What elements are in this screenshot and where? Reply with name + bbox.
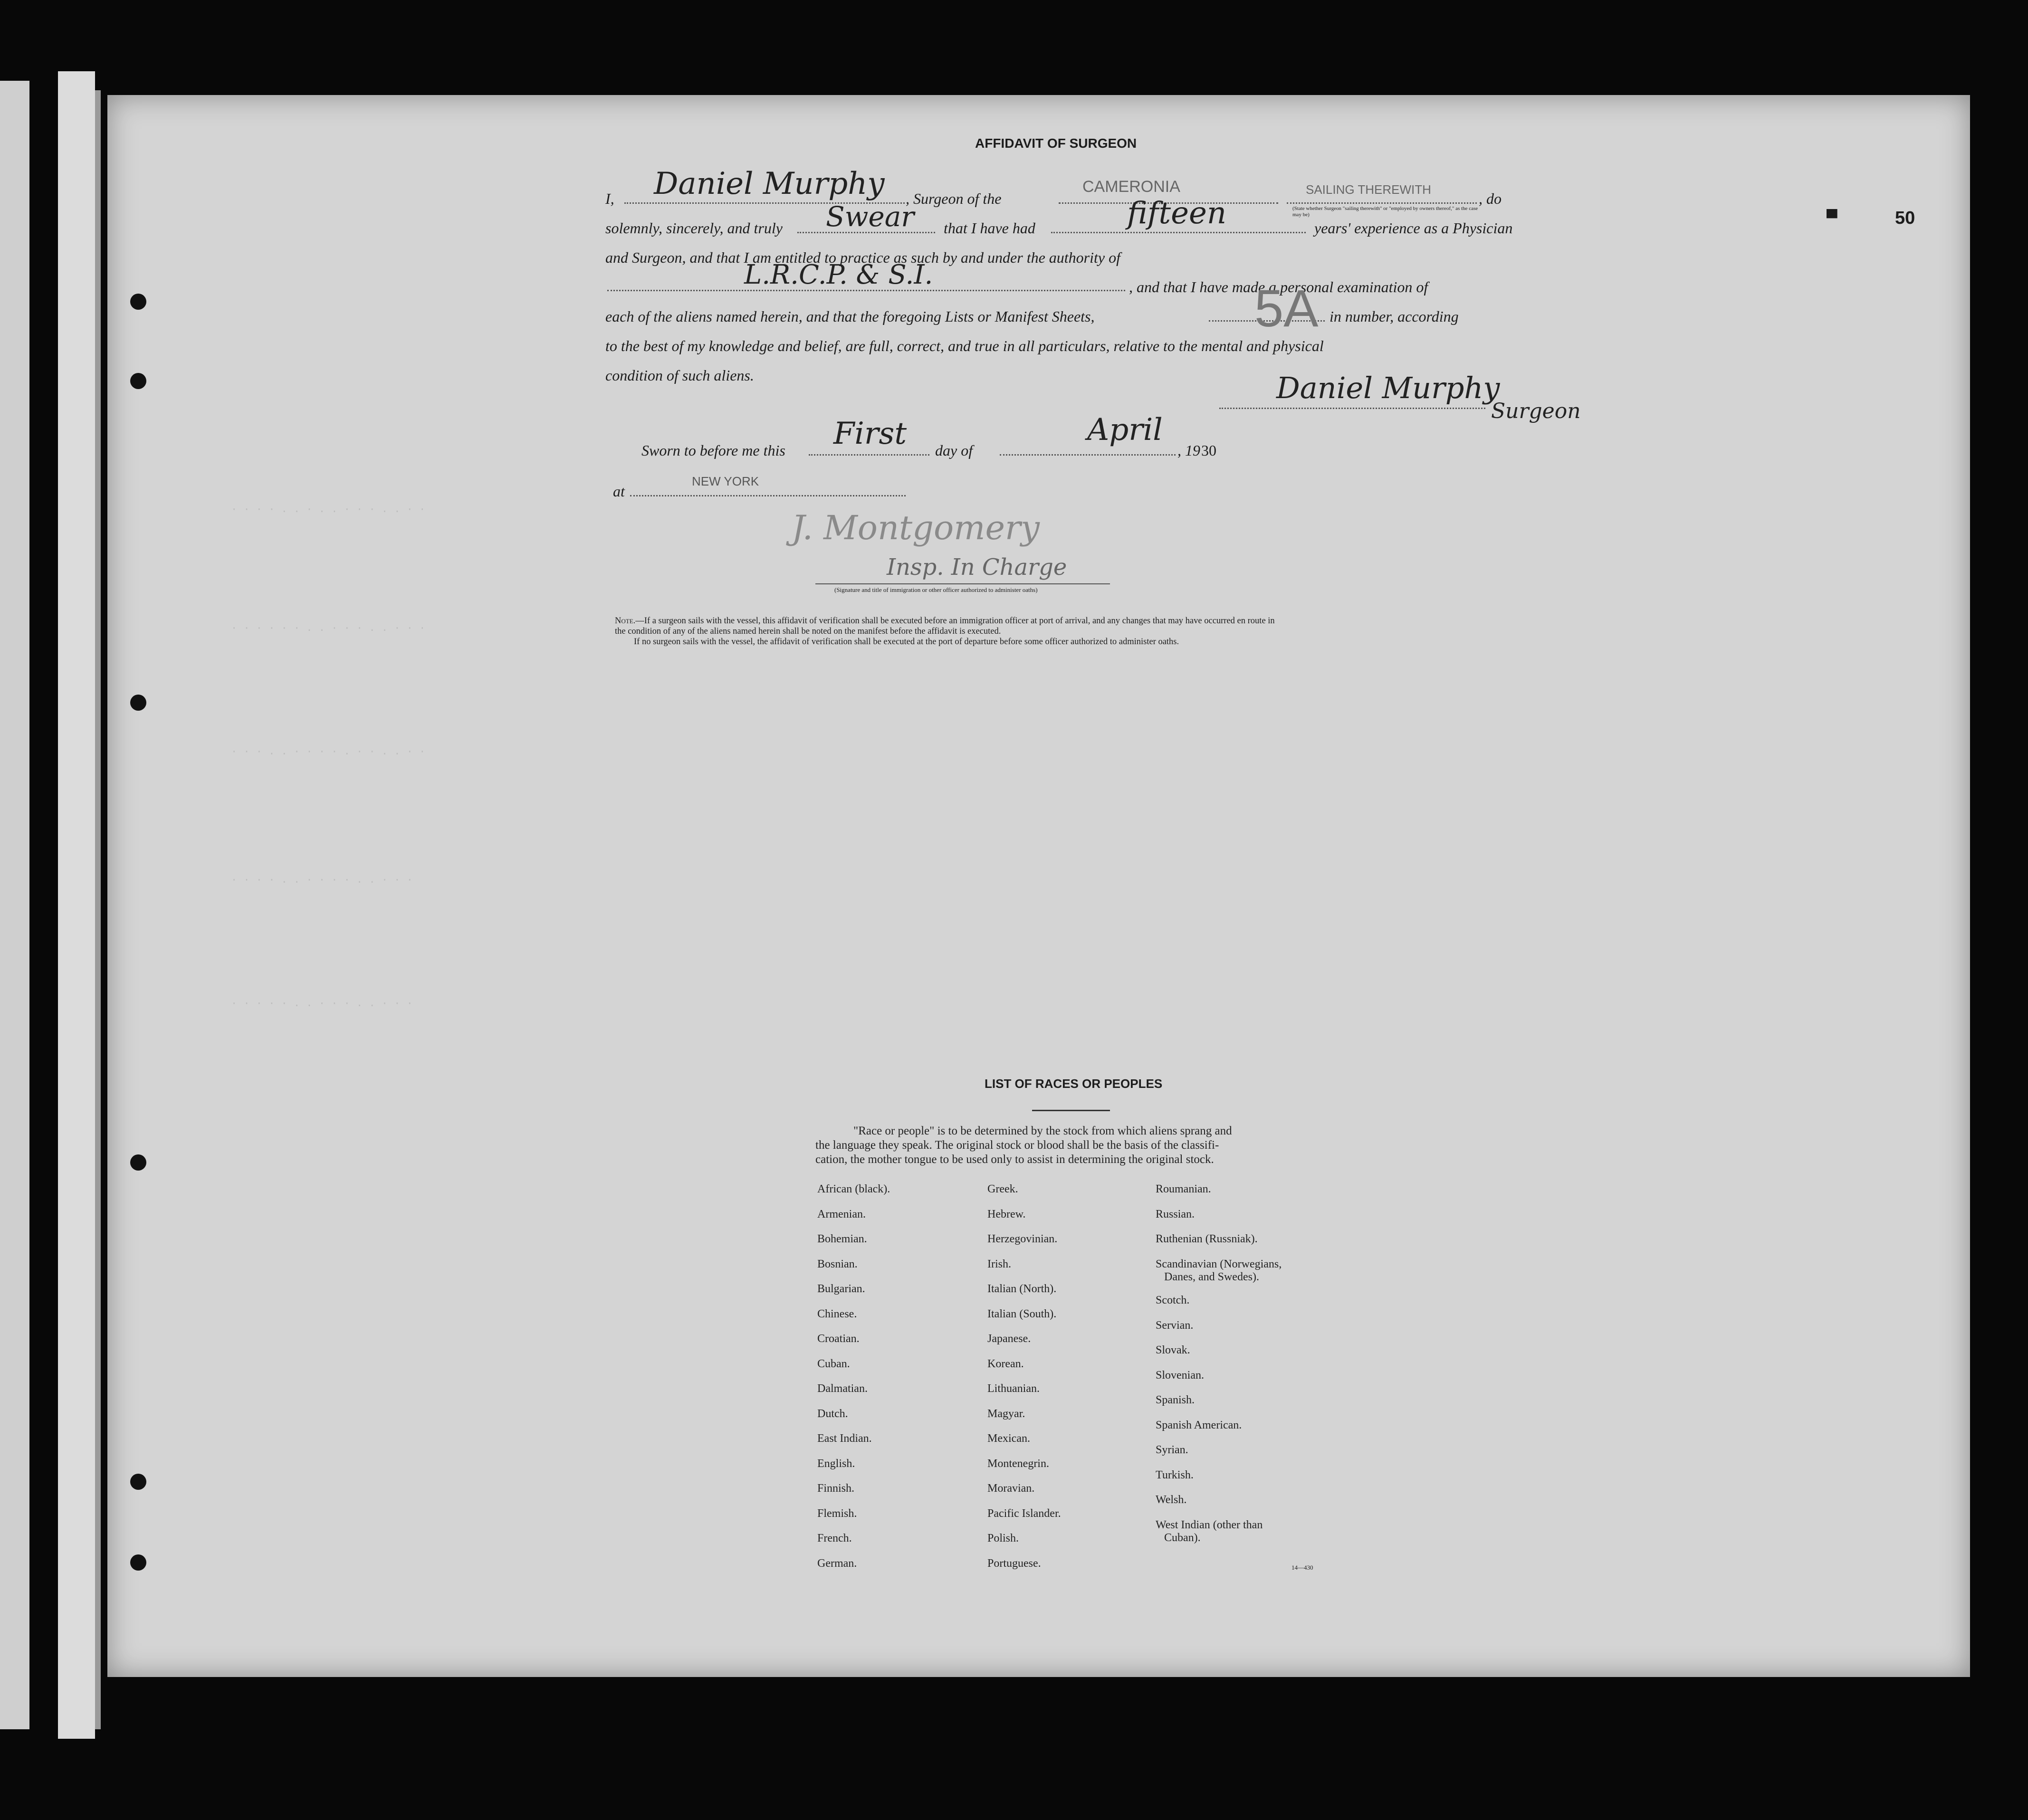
vessel-name: CAMERONIA [1082, 178, 1180, 196]
race-item: African (black). [817, 1183, 890, 1195]
sworn-label: Sworn to before me this [641, 442, 785, 459]
race-item: Japanese. [987, 1333, 1031, 1345]
day-of-label: day of [935, 442, 973, 459]
years-underline [1051, 232, 1306, 233]
race-item: Spanish American. [1156, 1419, 1242, 1431]
race-item: Ruthenian (Russniak). [1156, 1233, 1258, 1245]
binding-edge [95, 90, 101, 1729]
bleed-through-row: · · · · . . · · · · . . · · · [231, 874, 413, 886]
page-number: 50 [1895, 208, 1915, 228]
race-item: Roumanian. [1156, 1183, 1211, 1195]
bleed-through-row: · · · · . . · . . · · · . . · · [231, 504, 426, 515]
race-item: Korean. [987, 1357, 1024, 1370]
line3: and Surgeon, and that I am entitled to practice as such by and under the authority of [605, 249, 1120, 266]
note-label: Note. [615, 616, 636, 626]
race-item: Italian (North). [987, 1283, 1057, 1295]
officer-caption: (Signature and title of immigration or other officer authorized to administer oaths) [834, 586, 1038, 593]
line2-a: solemnly, sincerely, and truly [605, 219, 783, 237]
race-item: Dutch. [817, 1407, 848, 1420]
punch-hole [130, 1554, 146, 1571]
race-item: Finnish. [817, 1482, 855, 1495]
form-number: 14—430 [1291, 1564, 1313, 1571]
affidavit-lead: I, [605, 190, 614, 207]
races-intro-line-3: cation, the mother tongue to be used only to assist in determining the original stock. [815, 1153, 1214, 1166]
race-item: East Indian. [817, 1432, 872, 1445]
bleed-through-row: · · · . . · · · · . · · . . · · [231, 746, 426, 758]
line2-b: that I have had [944, 219, 1035, 237]
race-item: Hebrew. [987, 1208, 1026, 1220]
sheet-count-stamp: 5A [1254, 279, 1319, 338]
race-item: Bulgarian. [817, 1283, 865, 1295]
note-line-3: If no surgeon sails with the vessel, the affidavit of verification shall be executed at the port of departure before some officer authorized to administer oaths. [634, 637, 1179, 647]
race-item: Syrian. [1156, 1444, 1188, 1456]
oath-verb: Swear [826, 200, 915, 233]
place-underline [630, 495, 906, 496]
binding-strip [58, 71, 95, 1739]
year-prefix: , 19 [1177, 442, 1200, 459]
race-item: Bohemian. [817, 1233, 867, 1245]
race-item: Bosnian. [817, 1258, 858, 1270]
officer-title: Insp. In Charge [887, 554, 1067, 581]
previous-page-edge [0, 81, 29, 1729]
race-item: Armenian. [817, 1208, 866, 1220]
race-item: Portuguese. [987, 1557, 1041, 1570]
race-item: Moravian. [987, 1482, 1035, 1495]
surgeon-name: Daniel Murphy [654, 166, 885, 201]
races-intro [815, 1124, 1232, 1167]
at-label: at [613, 483, 625, 500]
note-line-1 [615, 616, 1275, 626]
line7: condition of such aliens. [605, 367, 754, 384]
officer-signature: J. Montgomery [792, 508, 1040, 547]
do-label: , do [1479, 190, 1502, 207]
race-item: Scandinavian (Norwegians, Danes, and Swedes). [1156, 1258, 1282, 1283]
punch-hole [130, 294, 146, 310]
bleed-through-row: · · · · · . . · · · . . · · · [231, 998, 413, 1010]
race-item: Russian. [1156, 1208, 1195, 1220]
note-block [615, 616, 1275, 647]
races-intro-line-1: "Race or people" is to be determined by the stock from which aliens sprang and [853, 1124, 1232, 1137]
sailing-note: (State whether Surgeon "sailing therewith" or "employed by owners thereof," as the case may be) [1292, 206, 1478, 218]
surgeon-of-label: , Surgeon of the [906, 190, 1002, 207]
note-line-2: the condition of any of the aliens named herein shall be noted on the manifest before the affidavit is executed. [615, 627, 1001, 636]
officer-underline [815, 583, 1110, 584]
surgeon-signature: Daniel Murphy [1276, 371, 1500, 405]
race-item: Welsh. [1156, 1494, 1187, 1506]
month-underline [1000, 454, 1176, 456]
line6: to the best of my knowledge and belief, are full, correct, and true in all particulars, relative to the mental and physical [605, 337, 1324, 354]
race-item: Flemish. [817, 1507, 857, 1520]
race-item: Scotch. [1156, 1294, 1190, 1306]
race-item: French. [817, 1532, 852, 1544]
punch-hole [130, 1474, 146, 1490]
race-item: Slovenian. [1156, 1369, 1204, 1382]
race-item: Polish. [987, 1532, 1019, 1544]
race-item: Pacific Islander. [987, 1507, 1061, 1520]
races-title-rule [1032, 1110, 1110, 1111]
sworn-place: NEW YORK [692, 474, 759, 488]
race-item: Dalmatian. [817, 1382, 868, 1395]
line2-c: years' experience as a Physician [1314, 219, 1513, 237]
race-item: Greek. [987, 1183, 1018, 1195]
punch-hole [130, 373, 146, 389]
race-item: Lithuanian. [987, 1382, 1040, 1395]
races-title: LIST OF RACES OR PEOPLES [985, 1077, 1163, 1091]
sailing-underline [1287, 202, 1477, 204]
bleed-through-row: · · · · · · . . · · · . . · · · [231, 622, 426, 634]
race-item: German. [817, 1557, 857, 1570]
sailing-status: SAILING THEREWITH [1306, 182, 1431, 197]
day-underline [809, 454, 929, 456]
race-item: Turkish. [1156, 1468, 1194, 1481]
race-item: West Indian (other than Cuban). [1156, 1518, 1263, 1544]
race-item: Cuban. [817, 1357, 850, 1370]
line5-a: each of the aliens named herein, and that the foregoing Lists or Manifest Sheets, [605, 308, 1095, 325]
race-item: Slovak. [1156, 1344, 1190, 1356]
race-item: English. [817, 1457, 855, 1470]
race-item: Irish. [987, 1258, 1011, 1270]
race-item: Herzegovinian. [987, 1233, 1058, 1245]
frame-mark-icon: ▀ [1827, 209, 1837, 226]
sworn-month: April [1087, 412, 1163, 448]
race-item: Servian. [1156, 1319, 1194, 1332]
line5-b: in number, according [1330, 308, 1459, 325]
sworn-day: First [833, 416, 907, 451]
race-item: Montenegrin. [987, 1457, 1049, 1470]
licensing-authority: L.R.C.P. & S.I. [744, 259, 933, 290]
race-item: Italian (South). [987, 1307, 1057, 1320]
race-item: Croatian. [817, 1333, 860, 1345]
years-experience: fifteen [1127, 196, 1227, 231]
manifest-page [107, 95, 1970, 1677]
sworn-year: 30 [1201, 442, 1216, 459]
line4: , and that I have made a personal examination of [1129, 278, 1428, 295]
affidavit-title: AFFIDAVIT OF SURGEON [975, 136, 1137, 151]
race-item: Magyar. [987, 1407, 1025, 1420]
race-item: Chinese. [817, 1307, 857, 1320]
note-text-1: —If a surgeon sails with the vessel, this affidavit of verification shall be executed before an immigration officer at port of arrival, and any changes that may have occurred en route in [635, 616, 1275, 626]
race-item: Spanish. [1156, 1394, 1195, 1406]
race-item: Mexican. [987, 1432, 1030, 1445]
signature-title: Surgeon [1491, 399, 1581, 423]
signature-underline [1219, 408, 1485, 409]
races-intro-line-2: the language they speak. The original stock or blood shall be the basis of the classifi- [815, 1139, 1219, 1152]
punch-hole [130, 1154, 146, 1171]
punch-hole [130, 695, 146, 711]
